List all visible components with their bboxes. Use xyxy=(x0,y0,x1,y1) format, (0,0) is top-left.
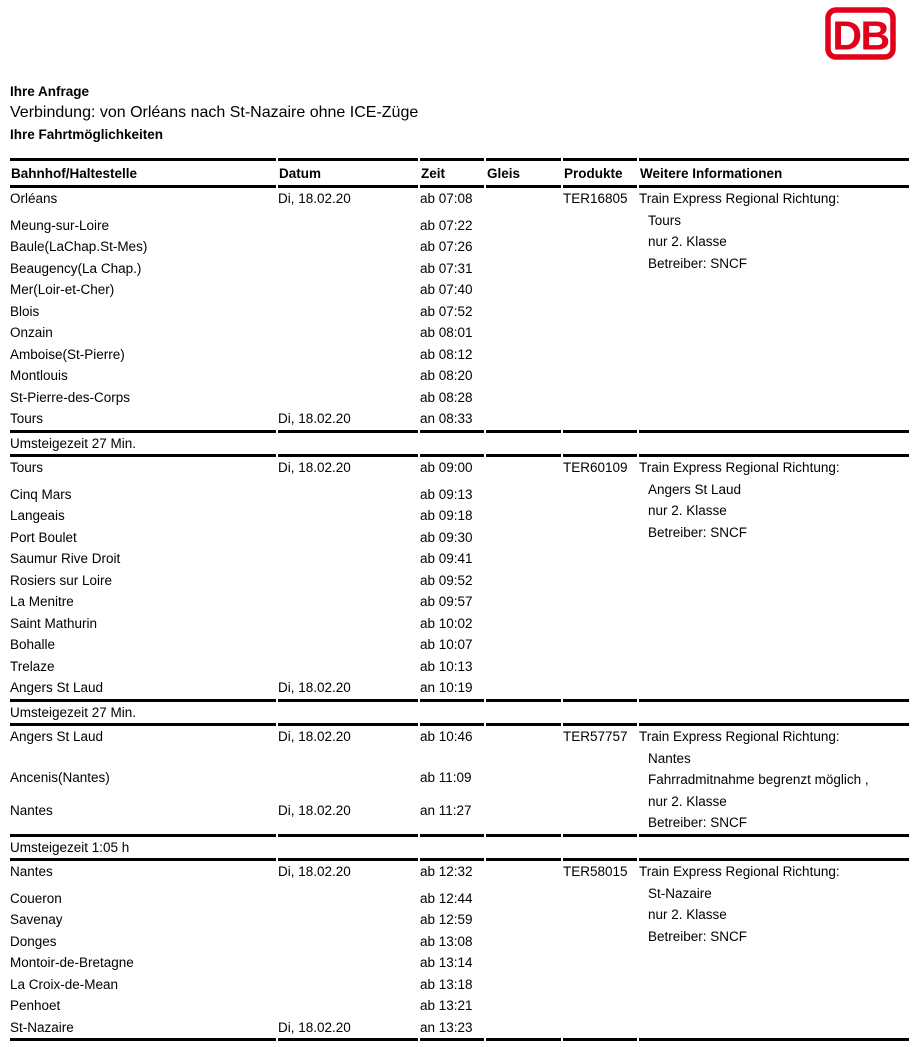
date-cell xyxy=(278,888,418,910)
product-cell xyxy=(563,952,637,974)
date-cell xyxy=(278,570,418,592)
date-cell xyxy=(278,952,418,974)
station-cell: Montoir-de-Bretagne xyxy=(10,955,134,970)
info-cell xyxy=(639,858,909,1041)
time-cell: ab 09:52 xyxy=(420,572,473,588)
time-cell: ab 13:21 xyxy=(420,998,473,1013)
date-cell xyxy=(278,656,418,678)
date-cell: Di, 18.02.20 xyxy=(278,1017,418,1042)
product-cell xyxy=(563,995,637,1017)
request-connection-line: Verbindung: von Orléans nach St-Nazaire ohne ICE-Züge xyxy=(10,104,419,121)
db-logo-text: DB xyxy=(832,12,889,59)
platform-cell xyxy=(486,723,561,767)
platform-cell xyxy=(486,634,561,656)
time-cell: ab 09:57 xyxy=(420,594,473,609)
station-cell: Tours xyxy=(10,408,276,433)
time-cell: ab 12:59 xyxy=(420,912,473,927)
date-cell xyxy=(278,548,418,570)
date-cell: Di, 18.02.20 xyxy=(278,800,418,837)
info-line: Train Express Regional Richtung: xyxy=(639,191,840,206)
info-line: Train Express Regional Richtung: xyxy=(639,864,840,879)
stop-row xyxy=(10,858,909,888)
product-cell xyxy=(563,909,637,931)
info-line: Tours xyxy=(648,212,682,228)
time-cell: ab 10:13 xyxy=(420,658,473,674)
station-cell: Meung-sur-Loire xyxy=(10,217,110,233)
station-cell: St-Nazaire xyxy=(10,1017,276,1042)
date-cell xyxy=(278,387,418,409)
station-cell: Donges xyxy=(10,933,57,949)
date-cell xyxy=(278,236,418,258)
col-header-platform: Gleis xyxy=(486,158,561,188)
col-header-station: Bahnhof/Haltestelle xyxy=(10,158,276,188)
station-cell: La Menitre xyxy=(10,594,74,609)
product-cell xyxy=(563,505,637,527)
platform-cell xyxy=(486,931,561,953)
product-cell xyxy=(563,527,637,549)
info-line: nur 2. Klasse xyxy=(648,793,727,809)
station-cell: Tours xyxy=(10,454,276,484)
time-cell: ab 07:26 xyxy=(420,239,473,254)
time-cell: ab 13:14 xyxy=(420,955,473,970)
time-cell: ab 10:46 xyxy=(420,723,484,767)
station-cell: Baule(LaChap.St-Mes) xyxy=(10,239,148,254)
station-cell: Port Boulet xyxy=(10,529,77,545)
stop-row xyxy=(10,454,909,484)
product-cell xyxy=(563,484,637,506)
stop-row xyxy=(10,188,909,215)
transfer-row xyxy=(10,433,909,455)
date-cell xyxy=(278,505,418,527)
platform-cell xyxy=(486,322,561,344)
time-cell: ab 09:00 xyxy=(420,454,484,484)
platform-cell xyxy=(486,677,561,702)
time-cell: ab 08:12 xyxy=(420,346,473,362)
info-line: Fahrradmitnahme begrenzt möglich , xyxy=(648,772,869,787)
info-line: Nantes xyxy=(648,750,691,766)
product-cell xyxy=(563,236,637,258)
product-cell xyxy=(563,387,637,409)
product-cell xyxy=(563,215,637,237)
platform-cell xyxy=(486,974,561,996)
time-cell: ab 07:40 xyxy=(420,282,473,297)
info-line: nur 2. Klasse xyxy=(648,234,727,249)
product-cell xyxy=(563,408,637,433)
info-cell xyxy=(639,723,909,837)
platform-cell xyxy=(486,236,561,258)
time-cell: ab 13:18 xyxy=(420,976,473,992)
date-cell xyxy=(278,279,418,301)
product-cell xyxy=(563,322,637,344)
transfer-row xyxy=(10,702,909,724)
product-cell xyxy=(563,974,637,996)
info-cell xyxy=(639,188,909,433)
time-cell: an 13:23 xyxy=(420,1017,484,1042)
date-cell: Di, 18.02.20 xyxy=(278,677,418,702)
request-summary xyxy=(10,81,418,145)
time-cell: ab 09:13 xyxy=(420,486,473,502)
product-cell: TER16805 xyxy=(563,191,628,206)
transfer-label: Umsteigezeit 27 Min. xyxy=(10,435,137,451)
station-cell: Langeais xyxy=(10,508,65,523)
time-cell: ab 11:09 xyxy=(420,770,472,786)
date-cell xyxy=(278,301,418,323)
station-cell: Orléans xyxy=(10,191,58,206)
product-cell xyxy=(563,344,637,366)
platform-cell xyxy=(486,258,561,280)
platform-cell xyxy=(486,858,561,888)
col-header-time: Zeit xyxy=(420,158,484,188)
product-cell xyxy=(563,258,637,280)
station-cell: Bohalle xyxy=(10,637,56,652)
platform-cell xyxy=(486,408,561,433)
platform-cell xyxy=(486,387,561,409)
transfer-label: Umsteigezeit 1:05 h xyxy=(10,839,130,855)
platform-cell xyxy=(486,952,561,974)
platform-cell xyxy=(486,591,561,613)
time-cell: ab 08:01 xyxy=(420,325,473,340)
time-cell: ab 07:22 xyxy=(420,217,473,233)
time-cell: ab 09:30 xyxy=(420,529,473,545)
product-cell xyxy=(563,548,637,570)
time-cell: ab 08:28 xyxy=(420,389,473,405)
time-cell: ab 09:41 xyxy=(420,551,473,566)
date-cell xyxy=(278,931,418,953)
station-cell: Angers St Laud xyxy=(10,723,276,767)
info-cell xyxy=(639,454,909,702)
platform-cell xyxy=(486,613,561,635)
platform-cell xyxy=(486,454,561,484)
date-cell xyxy=(278,909,418,931)
platform-cell xyxy=(486,344,561,366)
product-cell xyxy=(563,888,637,910)
platform-cell xyxy=(486,301,561,323)
time-cell: an 08:33 xyxy=(420,408,484,433)
time-cell: ab 09:18 xyxy=(420,508,473,523)
col-header-info: Weitere Informationen xyxy=(639,158,909,188)
platform-cell xyxy=(486,365,561,387)
platform-cell xyxy=(486,570,561,592)
station-cell: Angers St Laud xyxy=(10,677,276,702)
col-header-product: Produkte xyxy=(563,158,637,188)
timetable-body xyxy=(10,188,909,1041)
time-cell: ab 10:02 xyxy=(420,615,473,631)
platform-cell xyxy=(486,527,561,549)
info-line: Train Express Regional Richtung: xyxy=(639,460,840,475)
station-cell: Blois xyxy=(10,303,40,319)
transfer-label: Umsteigezeit 27 Min. xyxy=(10,704,137,720)
station-cell: Amboise(St-Pierre) xyxy=(10,346,125,362)
platform-cell xyxy=(486,800,561,837)
platform-cell xyxy=(486,484,561,506)
db-logo-icon xyxy=(825,7,896,60)
product-cell xyxy=(563,931,637,953)
date-cell: Di, 18.02.20 xyxy=(278,191,351,206)
platform-cell xyxy=(486,995,561,1017)
info-line: Train Express Regional Richtung: xyxy=(639,729,840,744)
product-cell: TER57757 xyxy=(563,723,637,767)
station-cell: Rosiers sur Loire xyxy=(10,572,113,588)
station-cell: Saint Mathurin xyxy=(10,615,98,631)
station-cell: Nantes xyxy=(10,858,276,888)
product-cell xyxy=(563,279,637,301)
info-line: Betreiber: SNCF xyxy=(648,255,748,271)
platform-cell xyxy=(486,1017,561,1042)
station-cell: Onzain xyxy=(10,325,53,340)
platform-cell xyxy=(486,888,561,910)
date-cell xyxy=(278,995,418,1017)
date-cell: Di, 18.02.20 xyxy=(278,408,418,433)
station-cell: Savenay xyxy=(10,912,63,927)
info-line: Betreiber: SNCF xyxy=(648,928,748,944)
station-cell: Nantes xyxy=(10,800,276,837)
time-cell: an 10:19 xyxy=(420,677,484,702)
platform-cell xyxy=(486,909,561,931)
timetable xyxy=(8,158,911,1041)
platform-cell xyxy=(486,656,561,678)
platform-cell xyxy=(486,767,561,799)
time-cell: ab 12:32 xyxy=(420,858,484,888)
date-cell xyxy=(278,613,418,635)
station-cell: Trelaze xyxy=(10,658,55,674)
date-cell: Di, 18.02.20 xyxy=(278,723,418,767)
station-cell: Penhoet xyxy=(10,998,61,1013)
date-cell xyxy=(278,634,418,656)
product-cell xyxy=(563,656,637,678)
platform-cell xyxy=(486,548,561,570)
date-cell xyxy=(278,258,418,280)
product-cell xyxy=(563,1017,637,1042)
date-cell xyxy=(278,527,418,549)
platform-cell xyxy=(486,188,561,215)
station-cell: Coueron xyxy=(10,890,62,906)
product-cell: TER58015 xyxy=(563,858,637,888)
station-cell: Ancenis(Nantes) xyxy=(10,770,110,786)
info-line: nur 2. Klasse xyxy=(648,503,727,518)
product-cell xyxy=(563,570,637,592)
date-cell: Di, 18.02.20 xyxy=(278,858,418,888)
date-cell xyxy=(278,591,418,613)
product-cell xyxy=(563,677,637,702)
time-cell: ab 08:20 xyxy=(420,368,473,383)
time-cell: ab 07:52 xyxy=(420,303,473,319)
product-cell xyxy=(563,634,637,656)
date-cell xyxy=(278,974,418,996)
date-cell xyxy=(278,767,418,799)
time-cell: an 11:27 xyxy=(420,800,484,837)
platform-cell xyxy=(486,279,561,301)
platform-cell xyxy=(486,215,561,237)
request-heading: Ihre Anfrage xyxy=(10,84,90,99)
station-cell: La Croix-de-Mean xyxy=(10,976,119,992)
info-line: St-Nazaire xyxy=(648,885,712,901)
product-cell xyxy=(563,800,637,837)
time-cell: ab 07:08 xyxy=(420,191,473,206)
info-line: nur 2. Klasse xyxy=(648,907,727,922)
date-cell xyxy=(278,344,418,366)
time-cell: ab 07:31 xyxy=(420,260,473,276)
station-cell: Saumur Rive Droit xyxy=(10,551,121,566)
column-header-row xyxy=(10,158,909,188)
info-line: Betreiber: SNCF xyxy=(648,815,748,830)
stop-row xyxy=(10,723,909,767)
transfer-row xyxy=(10,837,909,859)
product-cell xyxy=(563,767,637,799)
date-cell xyxy=(278,215,418,237)
date-cell xyxy=(278,365,418,387)
date-cell xyxy=(278,322,418,344)
product-cell xyxy=(563,301,637,323)
options-heading: Ihre Fahrtmöglichkeiten xyxy=(10,127,164,142)
station-cell: Montlouis xyxy=(10,368,68,383)
col-header-date: Datum xyxy=(278,158,418,188)
platform-cell xyxy=(486,505,561,527)
time-cell: ab 12:44 xyxy=(420,890,473,906)
product-cell: TER60109 xyxy=(563,454,637,484)
product-cell xyxy=(563,365,637,387)
db-logo xyxy=(825,7,896,65)
date-cell: Di, 18.02.20 xyxy=(278,454,418,484)
station-cell: Beaugency(La Chap.) xyxy=(10,260,142,276)
product-cell xyxy=(563,591,637,613)
product-cell xyxy=(563,613,637,635)
time-cell: ab 10:07 xyxy=(420,637,473,652)
time-cell: ab 13:08 xyxy=(420,933,473,949)
info-line: Angers St Laud xyxy=(648,481,742,497)
station-cell: Cinq Mars xyxy=(10,486,72,502)
station-cell: St-Pierre-des-Corps xyxy=(10,389,131,405)
date-cell xyxy=(278,484,418,506)
station-cell: Mer(Loir-et-Cher) xyxy=(10,282,115,297)
info-line: Betreiber: SNCF xyxy=(648,524,748,540)
